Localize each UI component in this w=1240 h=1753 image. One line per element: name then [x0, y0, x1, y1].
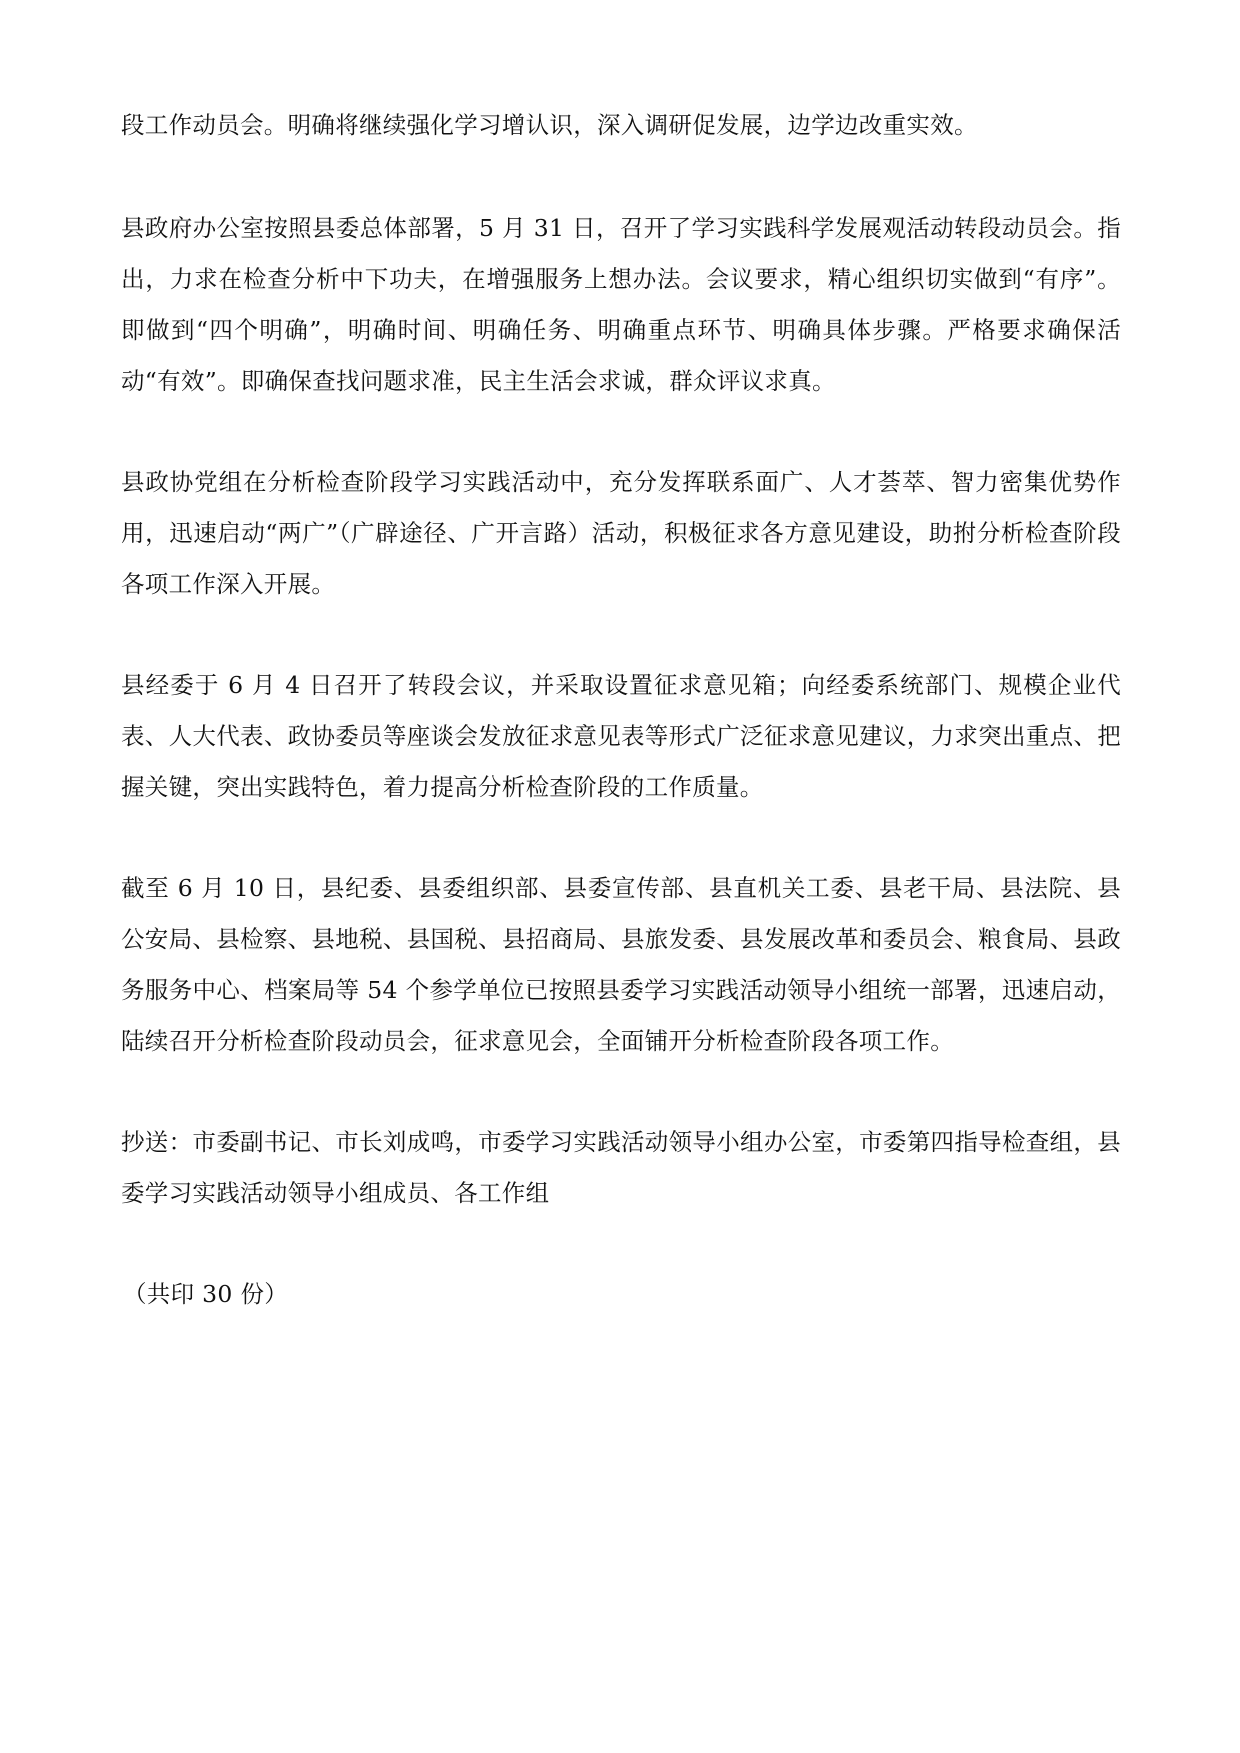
paragraph-county-government-office: 县政府办公室按照县委总体部署，5 月 31 日，召开了学习实践科学发展观活动转段动员会。指出，力求在检查分析中下功夫，在增强服务上想办法。会议要求，精心组织切实做到“有序”。即做到“四个明确”，明确时间、明确任务、明确重点环节、明确具体步骤。严格要求确保活动“有效”。即确保查找问题求准，民主生活会求诚，群众评议求真。	[121, 214, 1121, 395]
cc-list: 抄送：市委副书记、市长刘成鸣，市委学习实践活动领导小组办公室，市委第四指导检查组，县委学习实践活动领导小组成员、各工作组	[121, 1128, 1121, 1207]
paragraph-participating-units: 截至 6 月 10 日，县纪委、县委组织部、县委宣传部、县直机关工委、县老干局、县法院、县公安局、县检察、县地税、县国税、县招商局、县旅发委、县发展改革和委员会、粮食局、县政务服务中心、档案局等 54 个参学单位已按照县委学习实践活动领导小组统一部署，迅速启动，陆续召开分析检查阶段动员会，征求意见会，全面铺开分析检查阶段各项工作。	[121, 874, 1121, 1055]
document-body	[121, 100, 1121, 1320]
print-count: （共印 30 份）	[123, 1280, 289, 1308]
paragraph-continuation: 段工作动员会。明确将继续强化学习增认识，深入调研促发展，边学边改重实效。	[121, 111, 978, 139]
paragraph-county-cppcc: 县政协党组在分析检查阶段学习实践活动中，充分发挥联系面广、人才荟萃、智力密集优势作用，迅速启动“两广”（广辟途径、广开言路）活动，积极征求各方意见建设，助拊分析检查阶段各项工作深入开展。	[121, 468, 1121, 598]
paragraph-county-economic-commission: 县经委于 6 月 4 日召开了转段会议，并采取设置征求意见箱；向经委系统部门、规模企业代表、人大代表、政协委员等座谈会发放征求意见表等形式广泛征求意见建议，力求突出重点、把握关键，突出实践特色，着力提高分析检查阶段的工作质量。	[121, 671, 1121, 801]
